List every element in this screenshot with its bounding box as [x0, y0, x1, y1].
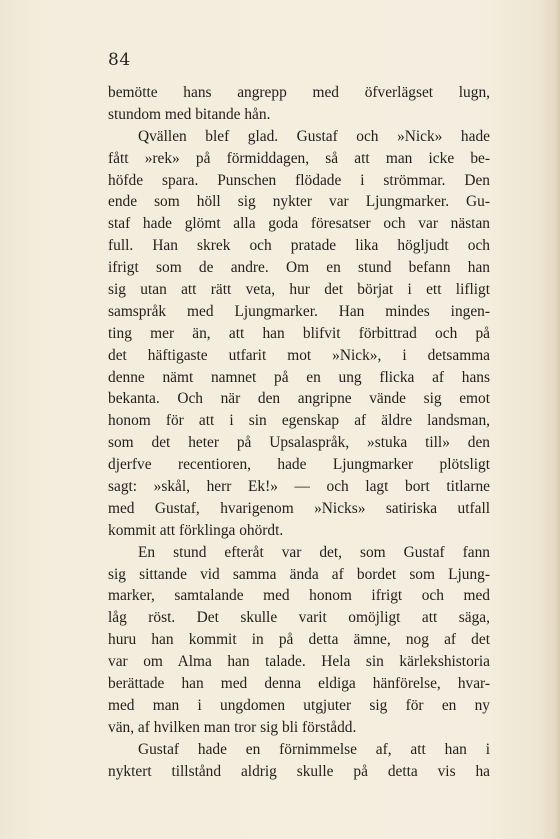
text-line: ting mer än, att han blifvit förbittrad och på — [108, 324, 490, 342]
text-line: var om Alma han talade. Hela sin kärlekshistoria — [108, 653, 490, 671]
text-line: sig sittande vid samma ända af bordet som Ljung- — [108, 565, 490, 583]
text-line: fått »rek» på förmiddagen, så att man icke be- — [108, 149, 490, 167]
text-line: det häftigaste utfarit mot »Nick», i detsamma — [108, 346, 490, 364]
text-line: sig utan att rätt veta, hur det börjat i ett lifligt — [108, 281, 490, 299]
text-line: bemötte hans angrepp med öfverlägset lugn, — [108, 84, 490, 101]
text-line: bekanta. Och när den angripne vände sig emot — [108, 390, 490, 408]
text-line: stundom med bitande hån. — [108, 105, 271, 123]
text-line: höfde spara. Punschen flödade i strömmar. Den — [108, 171, 490, 189]
text-line: vän, af hvilken man tror sig bli förstådd. — [108, 718, 357, 736]
text-line: låg röst. Det skulle varit omöjligt att säga, — [108, 609, 490, 627]
text-line: samspråk med Ljungmarker. Han mindes ingen- — [108, 302, 490, 320]
text-line: marker, samtalande med honom ifrigt och med — [108, 587, 490, 605]
text-line: med man i ungdomen utgjuter sig för en ny — [108, 696, 490, 714]
text-line: berättade han med denna eldiga hänförelse, hvar- — [108, 675, 490, 693]
text-line: ifrigt som de andre. Om en stund befann han — [108, 259, 490, 277]
text-line: kommit att förklinga ohördt. — [108, 521, 284, 539]
page-number: 84 — [108, 50, 131, 70]
text-line: Gustaf hade en förnimmelse af, att han i — [138, 740, 490, 758]
text-line: denne nämt namnet på en ung flicka af hans — [108, 368, 490, 386]
body-text — [108, 82, 490, 783]
text-line: sagt: »skål, herr Ek!» — och lagt bort titlarne — [108, 478, 490, 496]
text-line: nyktert tillstånd aldrig skulle på detta vis ha — [108, 762, 490, 780]
text-line: staf hade glömt alla goda föresatser och var nästan — [108, 215, 490, 233]
page-edge-shadow — [554, 0, 560, 839]
text-line: ende som höll sig nykter var Ljungmarker. Gu- — [108, 193, 490, 211]
text-line: djerfve recentioren, hade Ljungmarker plötsligt — [108, 456, 490, 474]
text-line: som det heter på Upsalaspråk, »stuka till» den — [108, 434, 490, 452]
text-line: med Gustaf, hvarigenom »Nicks» satiriska utfall — [108, 499, 490, 517]
text-line: En stund efteråt var det, som Gustaf fann — [138, 543, 490, 561]
text-line: full. Han skrek och pratade lika högljudt och — [108, 237, 490, 255]
text-line: honom för att i sin egenskap af äldre landsman, — [108, 412, 490, 430]
text-line: Qvällen blef glad. Gustaf och »Nick» hade — [138, 127, 490, 145]
text-line: huru han kommit in på detta ämne, nog af det — [108, 631, 490, 649]
